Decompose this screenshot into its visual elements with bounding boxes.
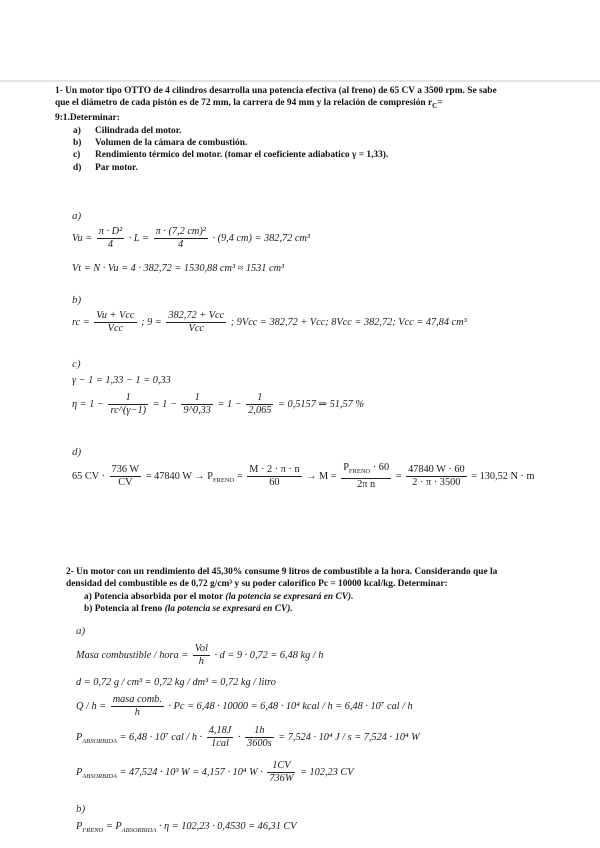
problem2-sol-a-absorbed-watts: $P_{ABSORBIDA} = 6,48 \cdot 10^7$ cal / h · $\frac{4,18J}{\text{1cal}}$ · $\frac{1h}{3600s}$ = 7,524 · 10⁴ J / s = 7,524 · 10⁴ W (76, 725, 420, 749)
problem2-statement (66, 566, 497, 615)
page-top-divider (0, 80, 600, 82)
problem2-sol-a-density: d = 0,72 g / cm³ = 0,72 kg / dm³ = 0,72 kg / litro (76, 677, 276, 688)
problem1-item-c: c) Rendimiento térmico del motor. (tomar el coeficiente adiabatico γ = 1,33). (73, 150, 389, 161)
problem1-sol-d-equation: 65 CV · $\frac{736 W}{CV}$ = 47840 $W \to P_{FRENO}$ = $\frac{M \cdot 2 \cdot \pi \cdot n}{60}$ → M = $\frac{P_{FRENO} \cdot 60}{\text{2π n}}$ = $\frac{47840 W \cdot 60}{2 \cdot \pi \cdot 3500}$ = 130,52 N · m (72, 462, 535, 491)
problem2-line1: 2- Un motor con un rendimiento del 45,30% consume 9 litros de combustible a la hora. Considerando que la (66, 567, 498, 577)
problem1-sol-c-efficiency: η = 1 − $\frac{1}{rc\^{}(\gamma-1)}$ = 1 − $\frac{1}{9\^{}0,33}$ = 1 − $\frac{1}{2,065}$ = 0,5157 ⇒ 51,57 % (72, 392, 364, 416)
problem1-sol-c-label: c) (72, 358, 81, 370)
problem1-item-a: a) Cilindrada del motor. (73, 125, 182, 136)
problem2-sol-a-heat-rate: Q / h = $\frac{\text{masa comb.}}{h}$ · Pc = 6,48 · 10000 = 6,48 · 10⁴ kcal / h = 6,48 · 10⁷ cal / h (76, 694, 413, 718)
problem1-sol-c-gamma: γ − 1 = 1,33 − 1 = 0,33 (72, 375, 171, 386)
problem2-item-b: b) Potencia al freno (la potencia se expresará en CV). (84, 603, 293, 614)
problem1-sol-d-label: d) (72, 446, 82, 458)
problem1-item-d: d) Par motor. (73, 162, 138, 173)
problem2-item-a: a) Potencia absorbida por el motor (la potencia se expresará en CV). (84, 591, 354, 602)
problem1-statement (55, 85, 497, 174)
problem1-sol-a-label: a) (72, 210, 82, 222)
problem2-sol-a-mass-rate: Masa combustible / hora = $\frac{\text{Vol}}{h}$ · d = 9 · 0,72 = 6,48 kg / h (76, 643, 324, 667)
problem1-line3: 9:1.Determinar: (55, 113, 120, 124)
problem1-sol-a-vt-equation: Vt = N · Vu = 4 · 382,72 = 1530,88 cm³ ≈ 1531 cm³ (72, 263, 285, 274)
problem1-sol-b-equation: rc = $\frac{\text{Vu + Vcc}}{\text{Vcc}}$ ; 9 = $\frac{\text{382,72 + Vcc}}{\text{Vcc}}$ ; 9Vcc = 382,72 + Vcc; 8Vcc = 382,72; Vcc = 47,84 cm³ (72, 310, 467, 334)
problem2-sol-a-label: a) (76, 625, 86, 637)
problem2-sol-a-absorbed-cv: $P_{ABSORBIDA} = 47,524 \cdot 10^3$ W = 4,157 · 10⁴ W · $\frac{1CV}{736W}$ = 102,23 CV (76, 760, 354, 784)
problem2-line2: densidad del combustible es de 0,72 g/cm³ y su poder calorífico Pc = 10000 kcal/kg. Determinar: (66, 579, 448, 590)
problem1-sol-b-label: b) (72, 294, 82, 306)
problem1-item-b: b) Volumen de la cámara de combustión. (73, 138, 248, 149)
problem1-line1: 1- Un motor tipo OTTO de 4 cilindros desarrolla una potencia efectiva (al freno) de 65 CV a 3500 rpm. Se sabe (55, 86, 497, 96)
problem1-sol-a-vu-equation: Vu = $\frac{\text{π · D²}}{4}$ · L = $\frac{\text{π · (7,2 cm)²}}{4}$ · (9,4 cm) = 382,72 cm³ (72, 226, 310, 250)
problem2-sol-b-label: b) (76, 803, 86, 815)
problem1-line2: que el diámetro de cada pistón es de 72 mm, la carrera de 94 mm y la relación de compresión $r_C=$ (55, 98, 443, 111)
problem2-sol-b-equation: $P_{FRENO} = P_{ABSORBIDA} \cdot \eta = 102,23 \cdot 0,4530 = 46,31$ CV (76, 821, 297, 835)
